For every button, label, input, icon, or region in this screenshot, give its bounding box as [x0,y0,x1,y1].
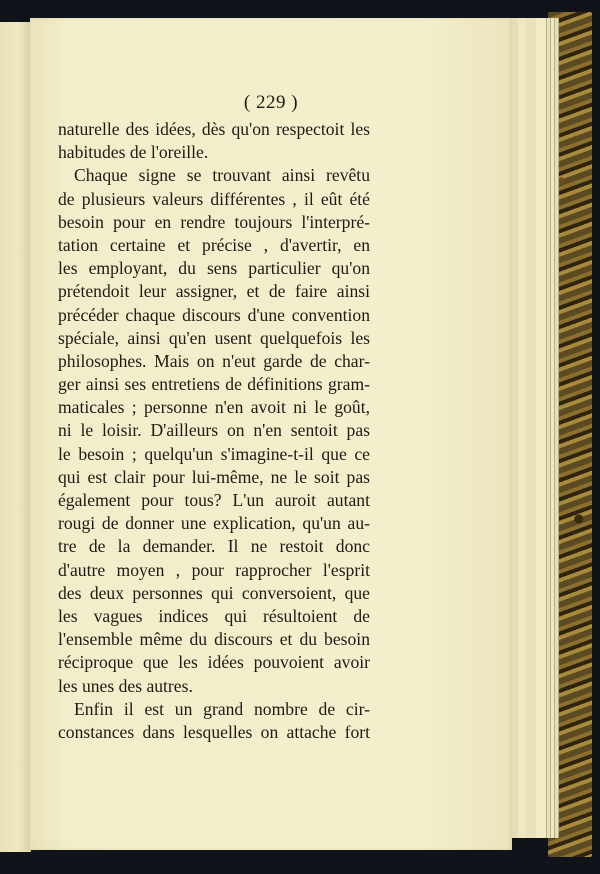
text-line: spéciale, ainsi qu'en usent quelquefois les [58,327,370,348]
text-line: les unes des autres. [58,675,193,696]
body-text [58,118,370,744]
book-page [30,18,512,850]
text-line: tation certaine et précise , d'avertir, en [58,234,370,255]
facing-page-edge [0,22,31,852]
text-line: précéder chaque discours d'une convention [58,304,370,325]
page-edge-stack [536,18,547,838]
text-line: réciproque que les idées pouvoient avoir [58,652,370,673]
text-line: besoin pour en rendre toujours l'interpré- [58,211,370,232]
text-line: les employant, du sens particulier qu'on [58,258,370,279]
text-line: les vagues indices qui résultoient de [58,605,370,626]
text-line: le besoin ; quelqu'un s'imagine-t-il que ce [58,443,370,464]
text-line: d'autre moyen , pour rapprocher l'esprit [58,559,370,580]
page-number: ( 229 ) [243,92,299,113]
text-line: constances dans lesquelles on attache fort [58,721,370,742]
text-line: également pour tous? L'un auroit autant [58,490,370,510]
text-line: habitudes de l'oreille. [58,142,209,163]
text-line: maticales ; personne n'en avoit ni le goût, [58,397,370,418]
text-line: rougi de donner une explication, qu'un au- [58,513,370,534]
text-line: prétendoit leur assigner, et de faire ainsi [58,281,370,302]
text-line: l'ensemble même du discours et du besoin [58,629,370,650]
text-line: Enfin il est un grand nombre de cir- [74,698,370,719]
text-line: naturelle des idées, dès qu'on respectoit les [58,119,370,139]
text-line: ger ainsi ses entretiens de définitions gram- [58,374,370,395]
text-line: de plusieurs valeurs différentes , il eût été [58,188,370,209]
text-line: des deux personnes qui conversoient, que [58,582,370,603]
text-line: ni le loisir. D'ailleurs on n'en sentoit pas [58,420,370,441]
text-line: qui est clair pour lui-même, ne le soit pas [58,466,370,487]
text-line: tre de la demander. Il ne restoit donc [58,536,370,557]
text-line: philosophes. Mais on n'eut garde de char- [58,350,370,371]
text-line: Chaque signe se trouvant ainsi revêtu [74,165,370,186]
